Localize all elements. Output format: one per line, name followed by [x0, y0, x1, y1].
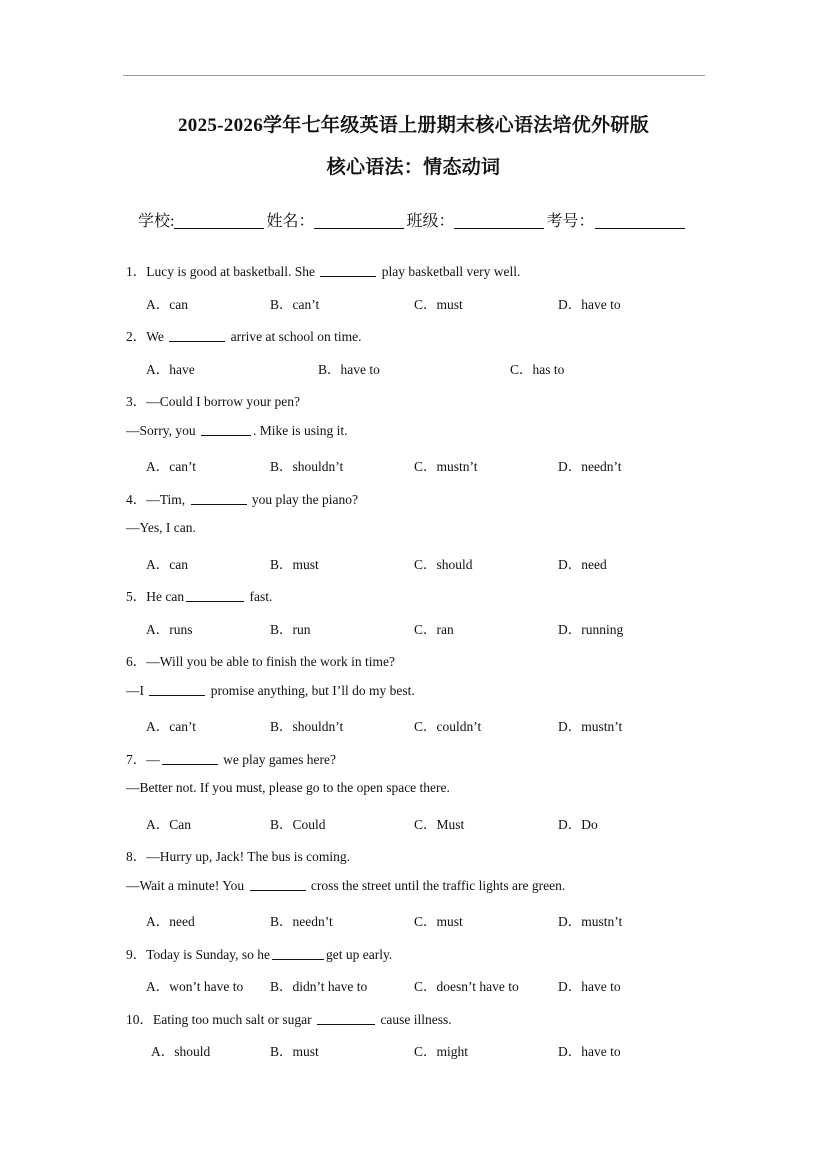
q9-option-a[interactable]: A．won’t have to — [146, 979, 244, 994]
question-6: 6．—Will you be able to finish the work in time? — [126, 654, 396, 669]
student-info-row — [138, 208, 687, 231]
answer-blank-1[interactable] — [320, 264, 376, 277]
q2-option-b[interactable]: B．have to — [318, 362, 380, 377]
q4-option-c[interactable]: C．should — [414, 557, 473, 572]
question-10-text-b: cause illness. — [380, 1012, 452, 1027]
question-4-reply: —Yes, I can. — [126, 520, 196, 535]
question-2-text-b: arrive at school on time. — [230, 329, 362, 344]
q3-option-c[interactable]: C．mustn’t — [414, 459, 478, 474]
q9-option-b[interactable]: B．didn’t have to — [270, 979, 368, 994]
q7-option-b[interactable]: B．Could — [270, 817, 326, 832]
question-1-text-b: play basketball very well. — [381, 264, 521, 279]
q5-option-d[interactable]: D．running — [558, 622, 624, 637]
q7-option-a[interactable]: A．Can — [146, 817, 191, 832]
answer-blank-2[interactable] — [169, 329, 225, 342]
q8-option-d[interactable]: D．mustn’t — [558, 914, 623, 929]
q3-option-b[interactable]: B．shouldn’t — [270, 459, 344, 474]
exam-no-label: 考号： — [546, 213, 595, 230]
document-subtitle: 核心语法：情态动词 — [326, 157, 501, 178]
question-3: 3．—Could I borrow your pen? — [126, 394, 300, 409]
answer-blank-7[interactable] — [162, 752, 218, 765]
question-7-reply: —Better not. If you must, please go to the open space there. — [126, 780, 450, 795]
question-4-text-a: 4．—Tim, — [126, 492, 186, 507]
q6-option-d[interactable]: D．mustn’t — [558, 719, 623, 734]
q8-option-a[interactable]: A．need — [146, 914, 195, 929]
question-6-reply — [126, 683, 415, 699]
q6-option-a[interactable]: A．can’t — [146, 719, 196, 734]
question-3-reply-a: —Sorry, you — [126, 423, 196, 438]
question-7-text-b: we play games here? — [223, 752, 336, 767]
q5-option-a[interactable]: A．runs — [146, 622, 193, 637]
q4-option-b[interactable]: B．must — [270, 557, 319, 572]
question-6-reply-b: promise anything, but I’ll do my best. — [210, 683, 415, 698]
answer-blank-9[interactable] — [272, 947, 324, 960]
q2-option-c[interactable]: C．has to — [510, 362, 565, 377]
name-field[interactable] — [314, 212, 404, 229]
question-7 — [126, 748, 336, 768]
q1-option-b[interactable]: B．can’t — [270, 297, 320, 312]
question-6-reply-a: —I — [126, 683, 144, 698]
q10-option-d[interactable]: D．have to — [558, 1044, 621, 1059]
question-3-reply-b: . Mike is using it. — [253, 423, 348, 438]
answer-blank-10[interactable] — [317, 1012, 375, 1025]
exam-no-field[interactable] — [595, 212, 685, 229]
answer-blank-4[interactable] — [191, 492, 247, 505]
q7-option-d[interactable]: D．Do — [558, 817, 598, 832]
question-2 — [126, 325, 362, 345]
q3-option-d[interactable]: D．needn’t — [558, 459, 622, 474]
q1-option-a[interactable]: A．can — [146, 297, 188, 312]
q10-option-b[interactable]: B．must — [270, 1044, 319, 1059]
q2-option-a[interactable]: A．have — [146, 362, 195, 377]
q10-option-c[interactable]: C．might — [414, 1044, 469, 1059]
question-5 — [126, 585, 272, 605]
q8-option-c[interactable]: C．must — [414, 914, 463, 929]
q8-option-b[interactable]: B．needn’t — [270, 914, 333, 929]
question-9 — [126, 943, 392, 963]
question-8-reply-a: —Wait a minute! You — [126, 878, 245, 893]
q1-option-c[interactable]: C．must — [414, 297, 463, 312]
question-4 — [126, 488, 358, 508]
question-1-text-a: 1．Lucy is good at basketball. She — [126, 264, 315, 279]
question-2-text-a: 2．We — [126, 329, 164, 344]
question-9-text-b: get up early. — [326, 947, 393, 962]
answer-blank-6[interactable] — [149, 683, 205, 696]
question-1 — [126, 260, 520, 280]
question-10 — [126, 1008, 452, 1028]
q5-option-c[interactable]: C．ran — [414, 622, 454, 637]
q6-option-c[interactable]: C．couldn’t — [414, 719, 482, 734]
question-8-reply — [126, 878, 565, 894]
answer-blank-8[interactable] — [250, 878, 306, 891]
q6-option-b[interactable]: B．shouldn’t — [270, 719, 344, 734]
q4-option-d[interactable]: D．need — [558, 557, 607, 572]
q1-option-d[interactable]: D．have to — [558, 297, 621, 312]
name-label: 姓名： — [266, 213, 315, 230]
q10-option-a[interactable]: A．should — [151, 1044, 211, 1059]
question-5-text-b: fast. — [249, 589, 273, 604]
q9-option-c[interactable]: C．doesn’t have to — [414, 979, 519, 994]
q4-option-a[interactable]: A．can — [146, 557, 188, 572]
school-label: 学校: — [138, 213, 175, 230]
question-9-text-a: 9．Today is Sunday, so he — [126, 947, 271, 962]
q9-option-d[interactable]: D．have to — [558, 979, 621, 994]
question-8-reply-b: cross the street until the traffic lights are green. — [310, 878, 566, 893]
class-label: 班级： — [406, 213, 455, 230]
q7-option-c[interactable]: C．Must — [414, 817, 465, 832]
answer-blank-3[interactable] — [201, 423, 251, 436]
header-rule — [123, 75, 705, 76]
document-title: 2025-2026学年七年级英语上册期末核心语法培优外研版 — [177, 115, 650, 136]
school-field[interactable] — [174, 212, 264, 229]
q3-option-a[interactable]: A．can’t — [146, 459, 196, 474]
question-4-text-b: you play the piano? — [251, 492, 359, 507]
question-10-text-a: 10．Eating too much salt or sugar — [126, 1012, 312, 1027]
question-8: 8．—Hurry up, Jack! The bus is coming. — [126, 849, 350, 864]
class-field[interactable] — [454, 212, 544, 229]
question-3-reply — [126, 423, 348, 439]
question-5-text-a: 5．He can — [126, 589, 185, 604]
q5-option-b[interactable]: B．run — [270, 622, 311, 637]
answer-blank-5[interactable] — [186, 589, 244, 602]
question-7-text-a: 7．— — [126, 752, 160, 767]
